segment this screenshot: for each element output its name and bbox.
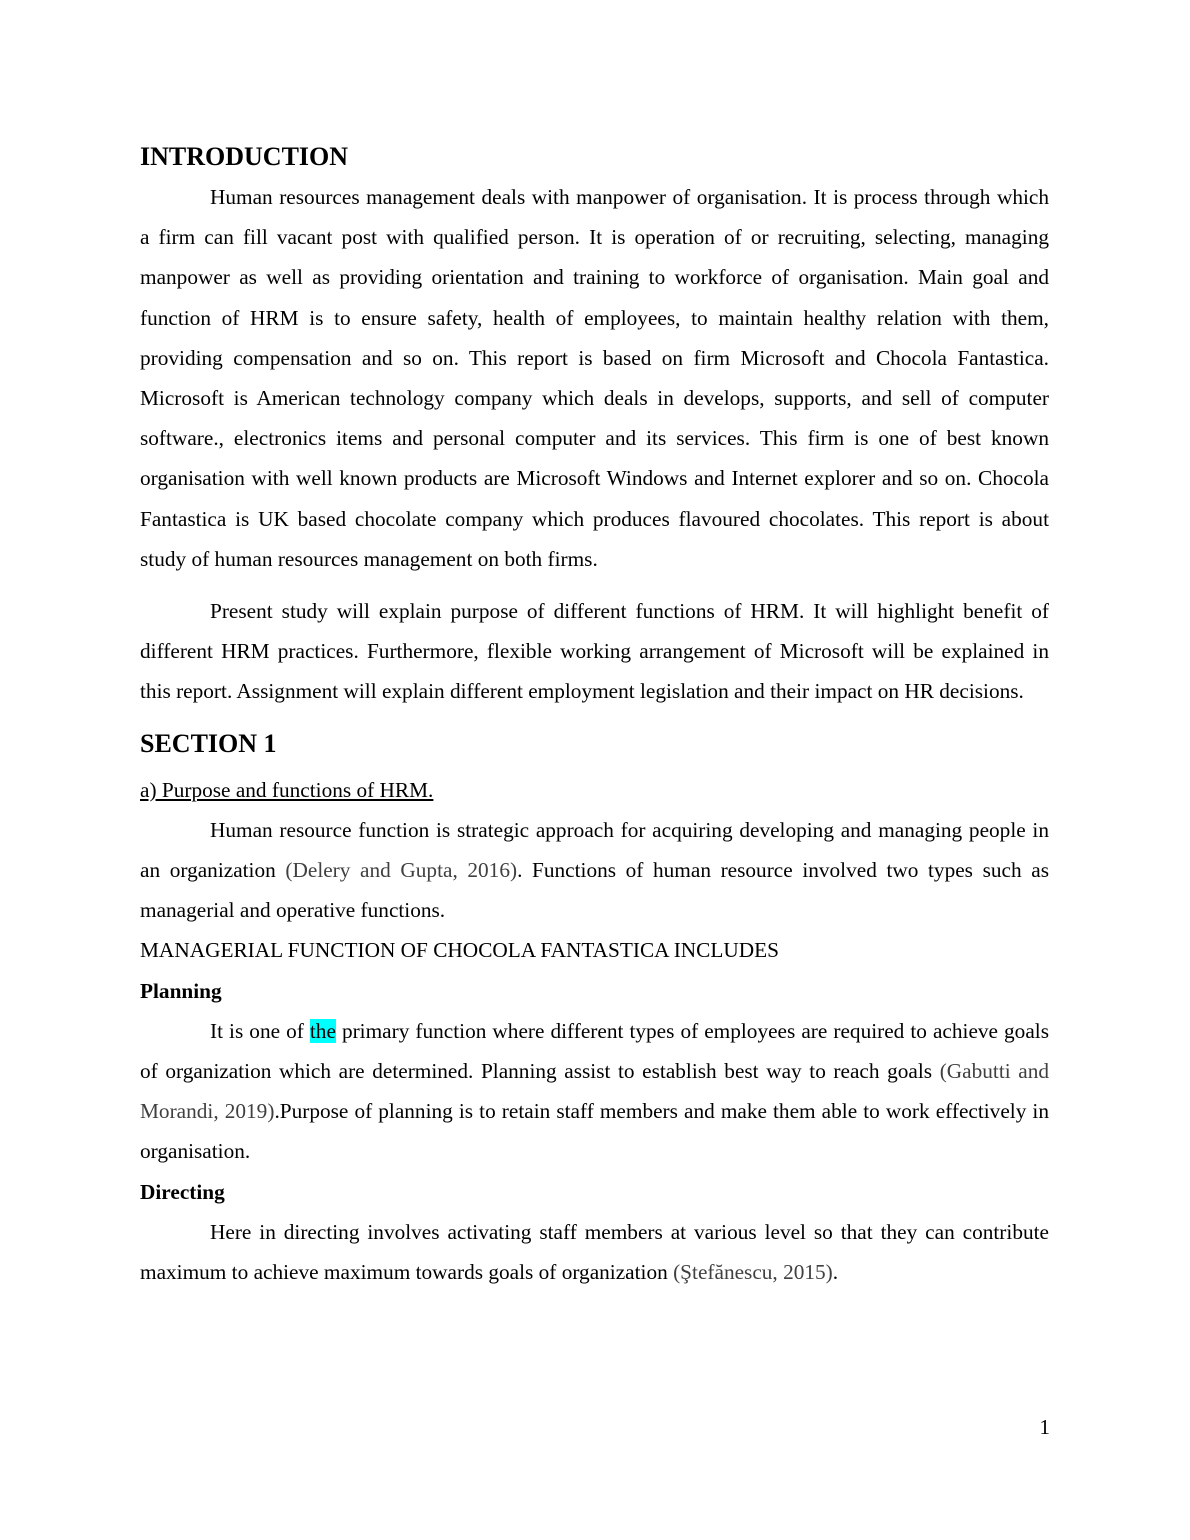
page-number: 1 [1039,1415,1050,1439]
hr-function-text-start: Human resource function is strategic approach for acquiring developing and managing people in an organization [140,817,1049,883]
planning-text-middle: primary function where different types of employees are required to achieve goals of organization which are determined. Planning assist to establish best way to reach goals [140,1018,1049,1084]
intro-paragraph-2: Present study will explain purpose of different functions of HRM. It will highlight benefit of different HRM practices. Furthermore, flexible working arrangement of Microsoft will be explained in this report. Assignment will explain different employment legislation and their impact on HR decisions. [140,599,1049,704]
hr-function-paragraph [140,810,1049,931]
directing-text-start: Here in directing involves activating staff members at various level so that they can contribute maximum to achieve maximum towards goals of organization [140,1219,1049,1285]
directing-text-end: . [832,1260,839,1285]
managerial-function-heading: MANAGERIAL FUNCTION OF CHOCOLA FANTASTICA INCLUDES [140,938,779,963]
highlighted-word: the [309,1018,336,1043]
introduction-heading: INTRODUCTION [140,142,349,171]
planning-text-end: .Purpose of planning is to retain staff members and make them able to work effectively in organisation. [140,1099,1049,1164]
page-content [140,137,1049,1292]
intro-paragraph-1: Human resources management deals with manpower of organisation. It is process through which a firm can fill vacant post with qualified person. It is operation of or recruiting, selecting, managing manpower as well as providing orientation and training to workforce of organisation. Main goal and function of HRM is to ensure safety, health of employees, to maintain healthy relation with them, providing compensation and so on. This report is based on firm Microsoft and Chocola Fantastica. Microsoft is American technology company which deals in develops, supports, and sell of computer software., electronics items and personal computer and its services. This firm is one of best known organisation with well known products are Microsoft Windows and Internet explorer and so on. Chocola Fantastica is UK based chocolate company which produces flavoured chocolates. This report is about study of human resources management on both firms. [140,185,1049,571]
citation-delery-gupta: (Delery and Gupta, 2016) [285,858,518,883]
purpose-functions-subheading: a) Purpose and functions of HRM. [140,777,434,802]
directing-paragraph [140,1212,1049,1292]
hr-function-text-end: . Functions of human resource involved two types such as managerial and operative functions. [140,858,1049,923]
planning-text-start: It is one of [210,1018,310,1043]
citation-stefanescu: (Ştefănescu, 2015) [673,1260,833,1285]
directing-heading: Directing [140,1179,225,1204]
planning-heading: Planning [140,978,222,1003]
planning-paragraph [140,1011,1049,1172]
section-1-heading: SECTION 1 [140,728,277,758]
citation-gabutti-morandi: (Gabutti and Morandi, 2019) [140,1059,1050,1124]
